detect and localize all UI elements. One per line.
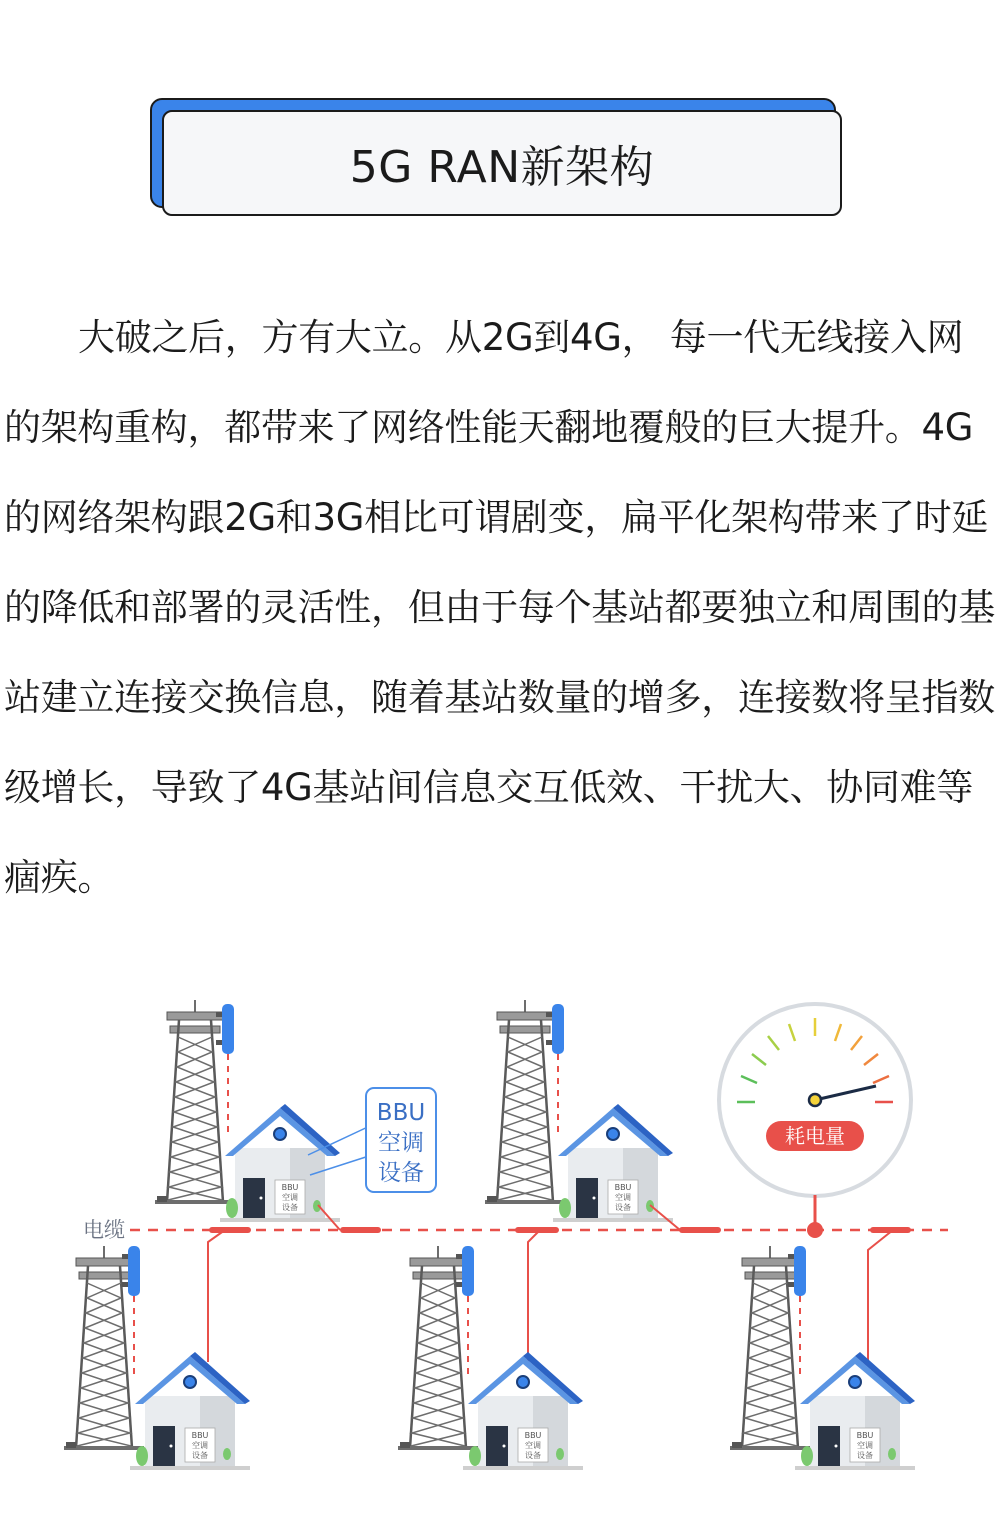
house-label-top-middle	[615, 1183, 632, 1212]
house-label-equipment: 设备	[192, 1451, 208, 1460]
house-label-ac: 空调	[615, 1193, 631, 1202]
house-label-bottom-left	[192, 1431, 209, 1460]
callout-text-equipment: 设备	[378, 1160, 424, 1186]
ran-illustration	[0, 990, 1000, 1470]
connector-bottom-right	[868, 1230, 893, 1362]
house-label-bbu: BBU	[856, 1431, 874, 1440]
house-label-equipment: 设备	[615, 1203, 631, 1212]
page-title: 5G RAN新架构	[349, 142, 655, 193]
house-top-middle	[553, 1104, 673, 1222]
connector-bottom-middle	[528, 1230, 540, 1362]
house-label-bbu: BBU	[524, 1431, 542, 1440]
callout-text-ac: 空调	[378, 1130, 424, 1156]
house-bottom-middle	[463, 1352, 583, 1470]
title-banner	[150, 98, 844, 220]
body-paragraph: 大破之后，方有大立。从2G到4G， 每一代无线接入网的架构重构，都带来了网络性能天翻地覆般的巨大提升。4G的网络架构跟2G和3G相比可谓剧变，扁平化架构带来了时延的降低和部署的灵活性，但由于每个基站都要独立和周围的基站建立连接交换信息，随着基站数量的增多，连接数将呈指数级增长，导致了4G基站间信息交互低效、干扰大、协同难等痼疾。	[4, 316, 995, 899]
house-label-ac: 空调	[192, 1441, 208, 1450]
house-label-bottom-right	[857, 1431, 874, 1460]
house-label-equipment: 设备	[282, 1203, 298, 1212]
house-label-equipment: 设备	[525, 1451, 541, 1460]
connector-bottom-left	[208, 1230, 225, 1362]
cable-label: 电缆	[83, 1218, 125, 1242]
house-label-equipment: 设备	[857, 1451, 873, 1460]
meter-label: 耗电量	[785, 1124, 845, 1148]
power-meter	[719, 1004, 911, 1238]
house-label-ac: 空调	[525, 1441, 541, 1450]
house-label-ac: 空调	[857, 1441, 873, 1450]
house-label-bottom-middle	[525, 1431, 542, 1460]
house-label-bbu: BBU	[191, 1431, 209, 1440]
house-label-bbu: BBU	[281, 1183, 299, 1192]
title-banner-box	[162, 110, 842, 216]
house-bottom-left	[130, 1352, 250, 1470]
antenna-bottom-left	[122, 1246, 140, 1296]
callout-text-bbu: BBU	[376, 1100, 426, 1126]
house-label-ac: 空调	[282, 1193, 298, 1202]
antenna-bottom-right	[788, 1246, 806, 1296]
house-top-left	[220, 1104, 340, 1222]
house-label-top-left	[282, 1183, 299, 1212]
house-label-bbu: BBU	[614, 1183, 632, 1192]
house-bottom-right	[795, 1352, 915, 1470]
ran-diagram-svg	[0, 990, 1000, 1470]
antenna-bottom-middle	[456, 1246, 474, 1296]
